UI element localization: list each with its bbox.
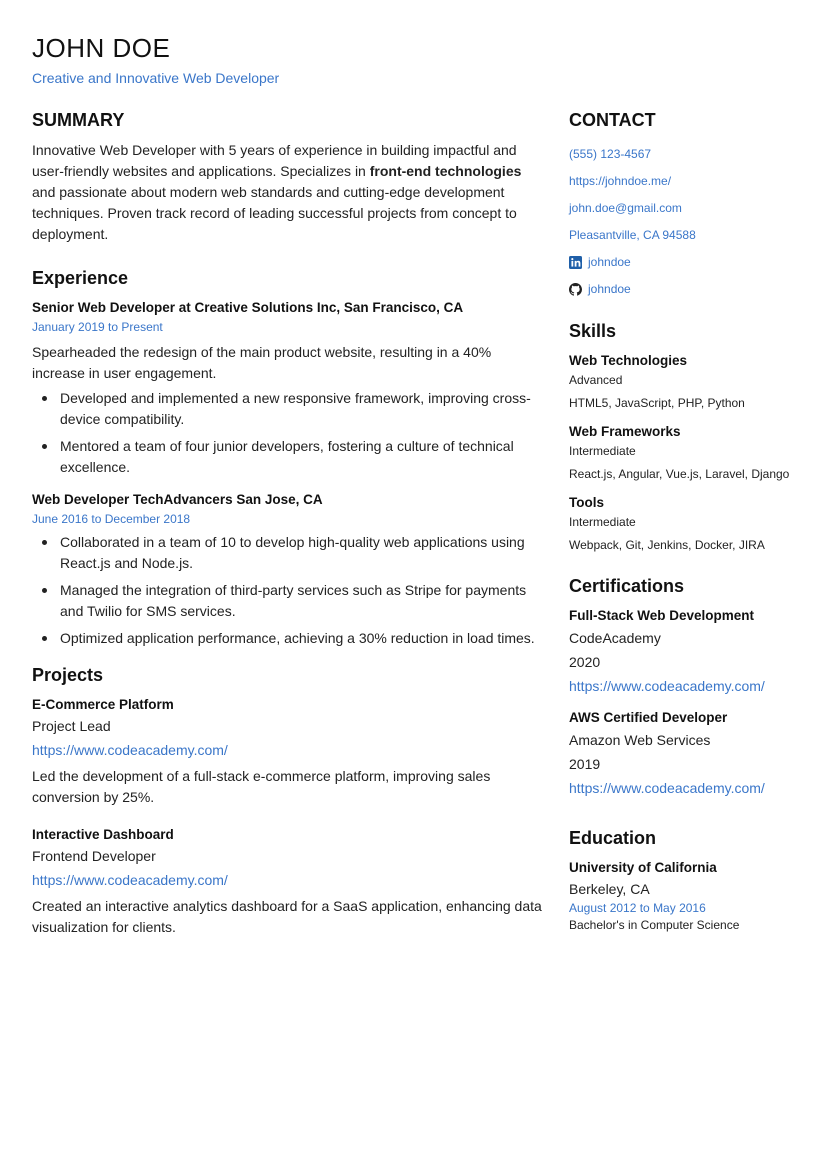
skill-level: Advanced — [569, 373, 623, 387]
job-bullet: Mentored a team of four junior developers, fostering a culture of technical excellence. — [32, 436, 544, 478]
candidate-name: JOHN DOE — [32, 33, 171, 63]
project-role: Project Lead — [32, 718, 111, 734]
github-handle: johndoe — [588, 282, 631, 296]
project-role: Frontend Developer — [32, 848, 156, 864]
skill-list: Webpack, Git, Jenkins, Docker, JIRA — [569, 538, 765, 552]
experience-heading: Experience — [32, 268, 129, 288]
skill-name: Web Frameworks — [569, 424, 681, 439]
project-description: Created an interactive analytics dashboard for a SaaS application, enhancing data visualization for clients. — [32, 898, 542, 935]
job-bullet: Developed and implemented a new responsive framework, improving cross-device compatibility. — [32, 388, 544, 430]
certification-issuer: CodeAcademy — [569, 630, 661, 646]
certification-year: 2020 — [569, 654, 601, 670]
contact-location: Pleasantville, CA 94588 — [569, 228, 696, 242]
education-heading: Education — [569, 828, 657, 848]
job-bullet: Optimized application performance, achieving a 30% reduction in load times. — [32, 628, 544, 649]
certification-link[interactable]: https://www.codeacademy.com/ — [569, 678, 765, 694]
skills-section — [569, 319, 809, 554]
contact-github[interactable] — [569, 281, 809, 297]
project-description: Led the development of a full-stack e-commerce platform, improving sales conversion by 25%. — [32, 768, 491, 805]
project-link[interactable]: https://www.codeacademy.com/ — [32, 872, 228, 888]
job-date: June 2016 to December 2018 — [32, 512, 191, 526]
education-date: August 2012 to May 2016 — [569, 901, 706, 915]
skill-entry — [569, 351, 809, 412]
certification-year: 2019 — [569, 756, 601, 772]
skills-heading: Skills — [569, 321, 617, 341]
summary-section — [32, 108, 544, 245]
linkedin-handle: johndoe — [588, 255, 631, 269]
project-name: Interactive Dashboard — [32, 827, 174, 842]
skill-name: Tools — [569, 495, 604, 510]
skill-level: Intermediate — [569, 444, 636, 458]
contact-email[interactable]: john.doe@gmail.com — [569, 201, 682, 215]
job-bullet: Collaborated in a team of 10 to develop high-quality web applications using React.js and Node.js. — [32, 532, 544, 574]
job-bullet: Managed the integration of third-party services such as Stripe for payments and Twilio for SMS services. — [32, 580, 544, 622]
certification-name: Full-Stack Web Development — [569, 608, 755, 623]
projects-section — [32, 663, 544, 938]
certifications-section — [569, 574, 809, 800]
job-description: Spearheaded the redesign of the main product website, resulting in a 40% increase in user engagement. — [32, 344, 492, 381]
skill-entry — [569, 493, 809, 554]
contact-phone[interactable]: (555) 123-4567 — [569, 147, 652, 161]
job-title: Senior Web Developer at Creative Solutions Inc, San Francisco, CA — [32, 300, 464, 315]
summary-text-part: Innovative Web Developer with 5 years of experience in building impactful and user-friendly websites and applications. Specializes in — [32, 142, 517, 179]
certifications-heading: Certifications — [569, 576, 685, 596]
education-section — [569, 826, 809, 934]
contact-linkedin[interactable] — [569, 254, 809, 270]
summary-text — [32, 140, 544, 245]
job-entry — [32, 298, 544, 478]
project-entry — [32, 825, 544, 938]
experience-section — [32, 266, 544, 649]
certification-entry — [569, 708, 809, 800]
certification-entry — [569, 606, 809, 698]
project-entry — [32, 695, 544, 808]
summary-heading: SUMMARY — [32, 110, 125, 130]
github-icon — [569, 283, 582, 296]
education-degree: Bachelor's in Computer Science — [569, 918, 740, 932]
skill-name: Web Technologies — [569, 353, 688, 368]
projects-heading: Projects — [32, 665, 104, 685]
certification-issuer: Amazon Web Services — [569, 732, 711, 748]
certification-link[interactable]: https://www.codeacademy.com/ — [569, 780, 765, 796]
skill-level: Intermediate — [569, 515, 636, 529]
summary-text-part: and passionate about modern web standards and cutting-edge development techniques. Proven track record of leading successful projects from concept to deployment. — [32, 184, 517, 242]
job-title: Web Developer TechAdvancers San Jose, CA — [32, 492, 323, 507]
main-column — [32, 108, 544, 938]
linkedin-icon — [569, 256, 582, 269]
candidate-tagline: Creative and Innovative Web Developer — [32, 70, 280, 86]
education-school: University of California — [569, 860, 717, 875]
contact-section — [569, 108, 809, 297]
resume-header — [32, 33, 279, 86]
job-date: January 2019 to Present — [32, 320, 163, 334]
contact-website[interactable]: https://johndoe.me/ — [569, 174, 672, 188]
contact-heading: CONTACT — [569, 110, 656, 130]
project-name: E-Commerce Platform — [32, 697, 174, 712]
certification-name: AWS Certified Developer — [569, 710, 728, 725]
job-bullets — [32, 532, 544, 649]
skill-list: HTML5, JavaScript, PHP, Python — [569, 396, 745, 410]
skill-list: React.js, Angular, Vue.js, Laravel, Django — [569, 467, 790, 481]
skill-entry — [569, 422, 809, 483]
summary-highlight: front-end technologies — [369, 163, 522, 179]
education-location: Berkeley, CA — [569, 881, 650, 897]
job-bullets — [32, 388, 544, 478]
sidebar-column — [569, 108, 809, 934]
job-entry — [32, 490, 544, 649]
project-link[interactable]: https://www.codeacademy.com/ — [32, 742, 228, 758]
